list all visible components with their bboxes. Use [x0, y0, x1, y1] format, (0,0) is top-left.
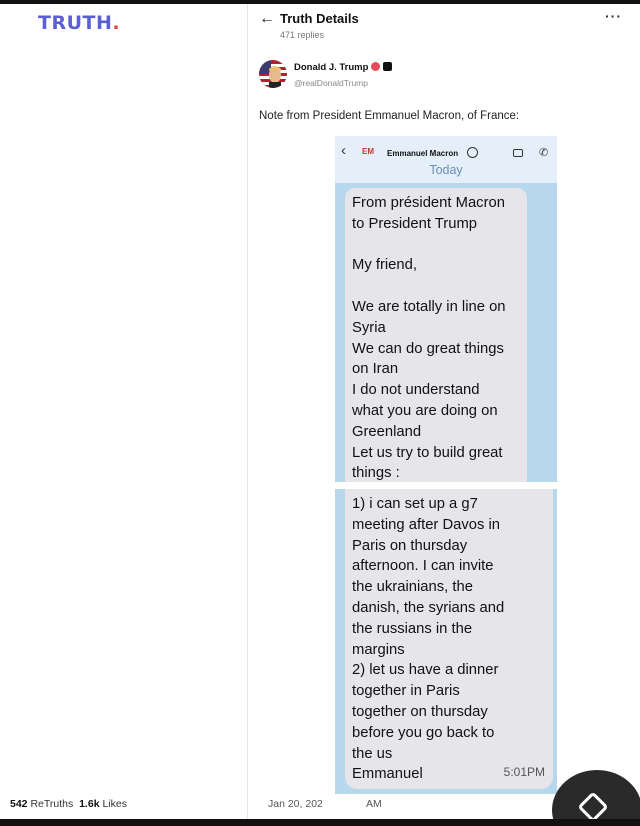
- retruths-stat[interactable]: 542 ReTruths: [10, 798, 74, 810]
- sidebar: [0, 4, 248, 819]
- contact-icon: [467, 147, 478, 158]
- author-row[interactable]: [259, 60, 629, 92]
- message-time: 5:01PM: [503, 765, 545, 780]
- avatar[interactable]: [259, 60, 287, 88]
- truth-logo[interactable]: TRUTH.: [38, 12, 121, 34]
- message-text: 1) i can set up a g7 meeting after Davos in Paris on thursday afternoon. I can invite the ukrainians, the danish, the syrians and the russians in the margins 2) let us have a dinner together in Paris together on thursday before you go back to the us Emmanuel: [352, 496, 505, 783]
- post-detail: [249, 4, 640, 819]
- more-options-icon[interactable]: ···: [605, 8, 622, 24]
- image-split: [335, 482, 557, 489]
- phone-icon: ✆: [539, 147, 549, 159]
- chevron-left-icon: ‹: [341, 142, 346, 159]
- video-call-icon: [513, 149, 523, 157]
- contact-initials: EM: [362, 147, 374, 156]
- post-time-suffix: AM: [366, 798, 382, 810]
- date-divider: Today: [429, 163, 463, 177]
- message-header: [335, 136, 557, 183]
- account-badge-icon: [383, 62, 392, 71]
- verified-badge-icon: [371, 62, 380, 71]
- bottom-edge: [0, 819, 640, 826]
- post-image[interactable]: [335, 136, 557, 794]
- contact-name: Emmanuel Macron: [387, 149, 459, 158]
- page-title: Truth Details: [280, 11, 359, 26]
- replies-count: 471 replies: [280, 30, 325, 40]
- post-date: Jan 20, 202: [268, 798, 323, 810]
- post-header: [249, 10, 640, 44]
- message-bubble: From président Macron to President Trump My friend, We are totally in line on Syria We can do great things on Iran I do not understand what you are doing on Greenland Let us try to build great things :: [345, 188, 527, 482]
- likes-stat[interactable]: 1.6k Likes: [79, 798, 127, 810]
- post-text: Note from President Emmanuel Macron, of France:: [259, 110, 520, 122]
- author-name[interactable]: Donald J. Trump: [294, 62, 392, 73]
- author-handle[interactable]: @realDonaldTrump: [294, 78, 368, 88]
- post-stats: [10, 798, 390, 810]
- back-arrow-icon[interactable]: ←: [259, 10, 275, 27]
- message-bubble: [345, 489, 553, 789]
